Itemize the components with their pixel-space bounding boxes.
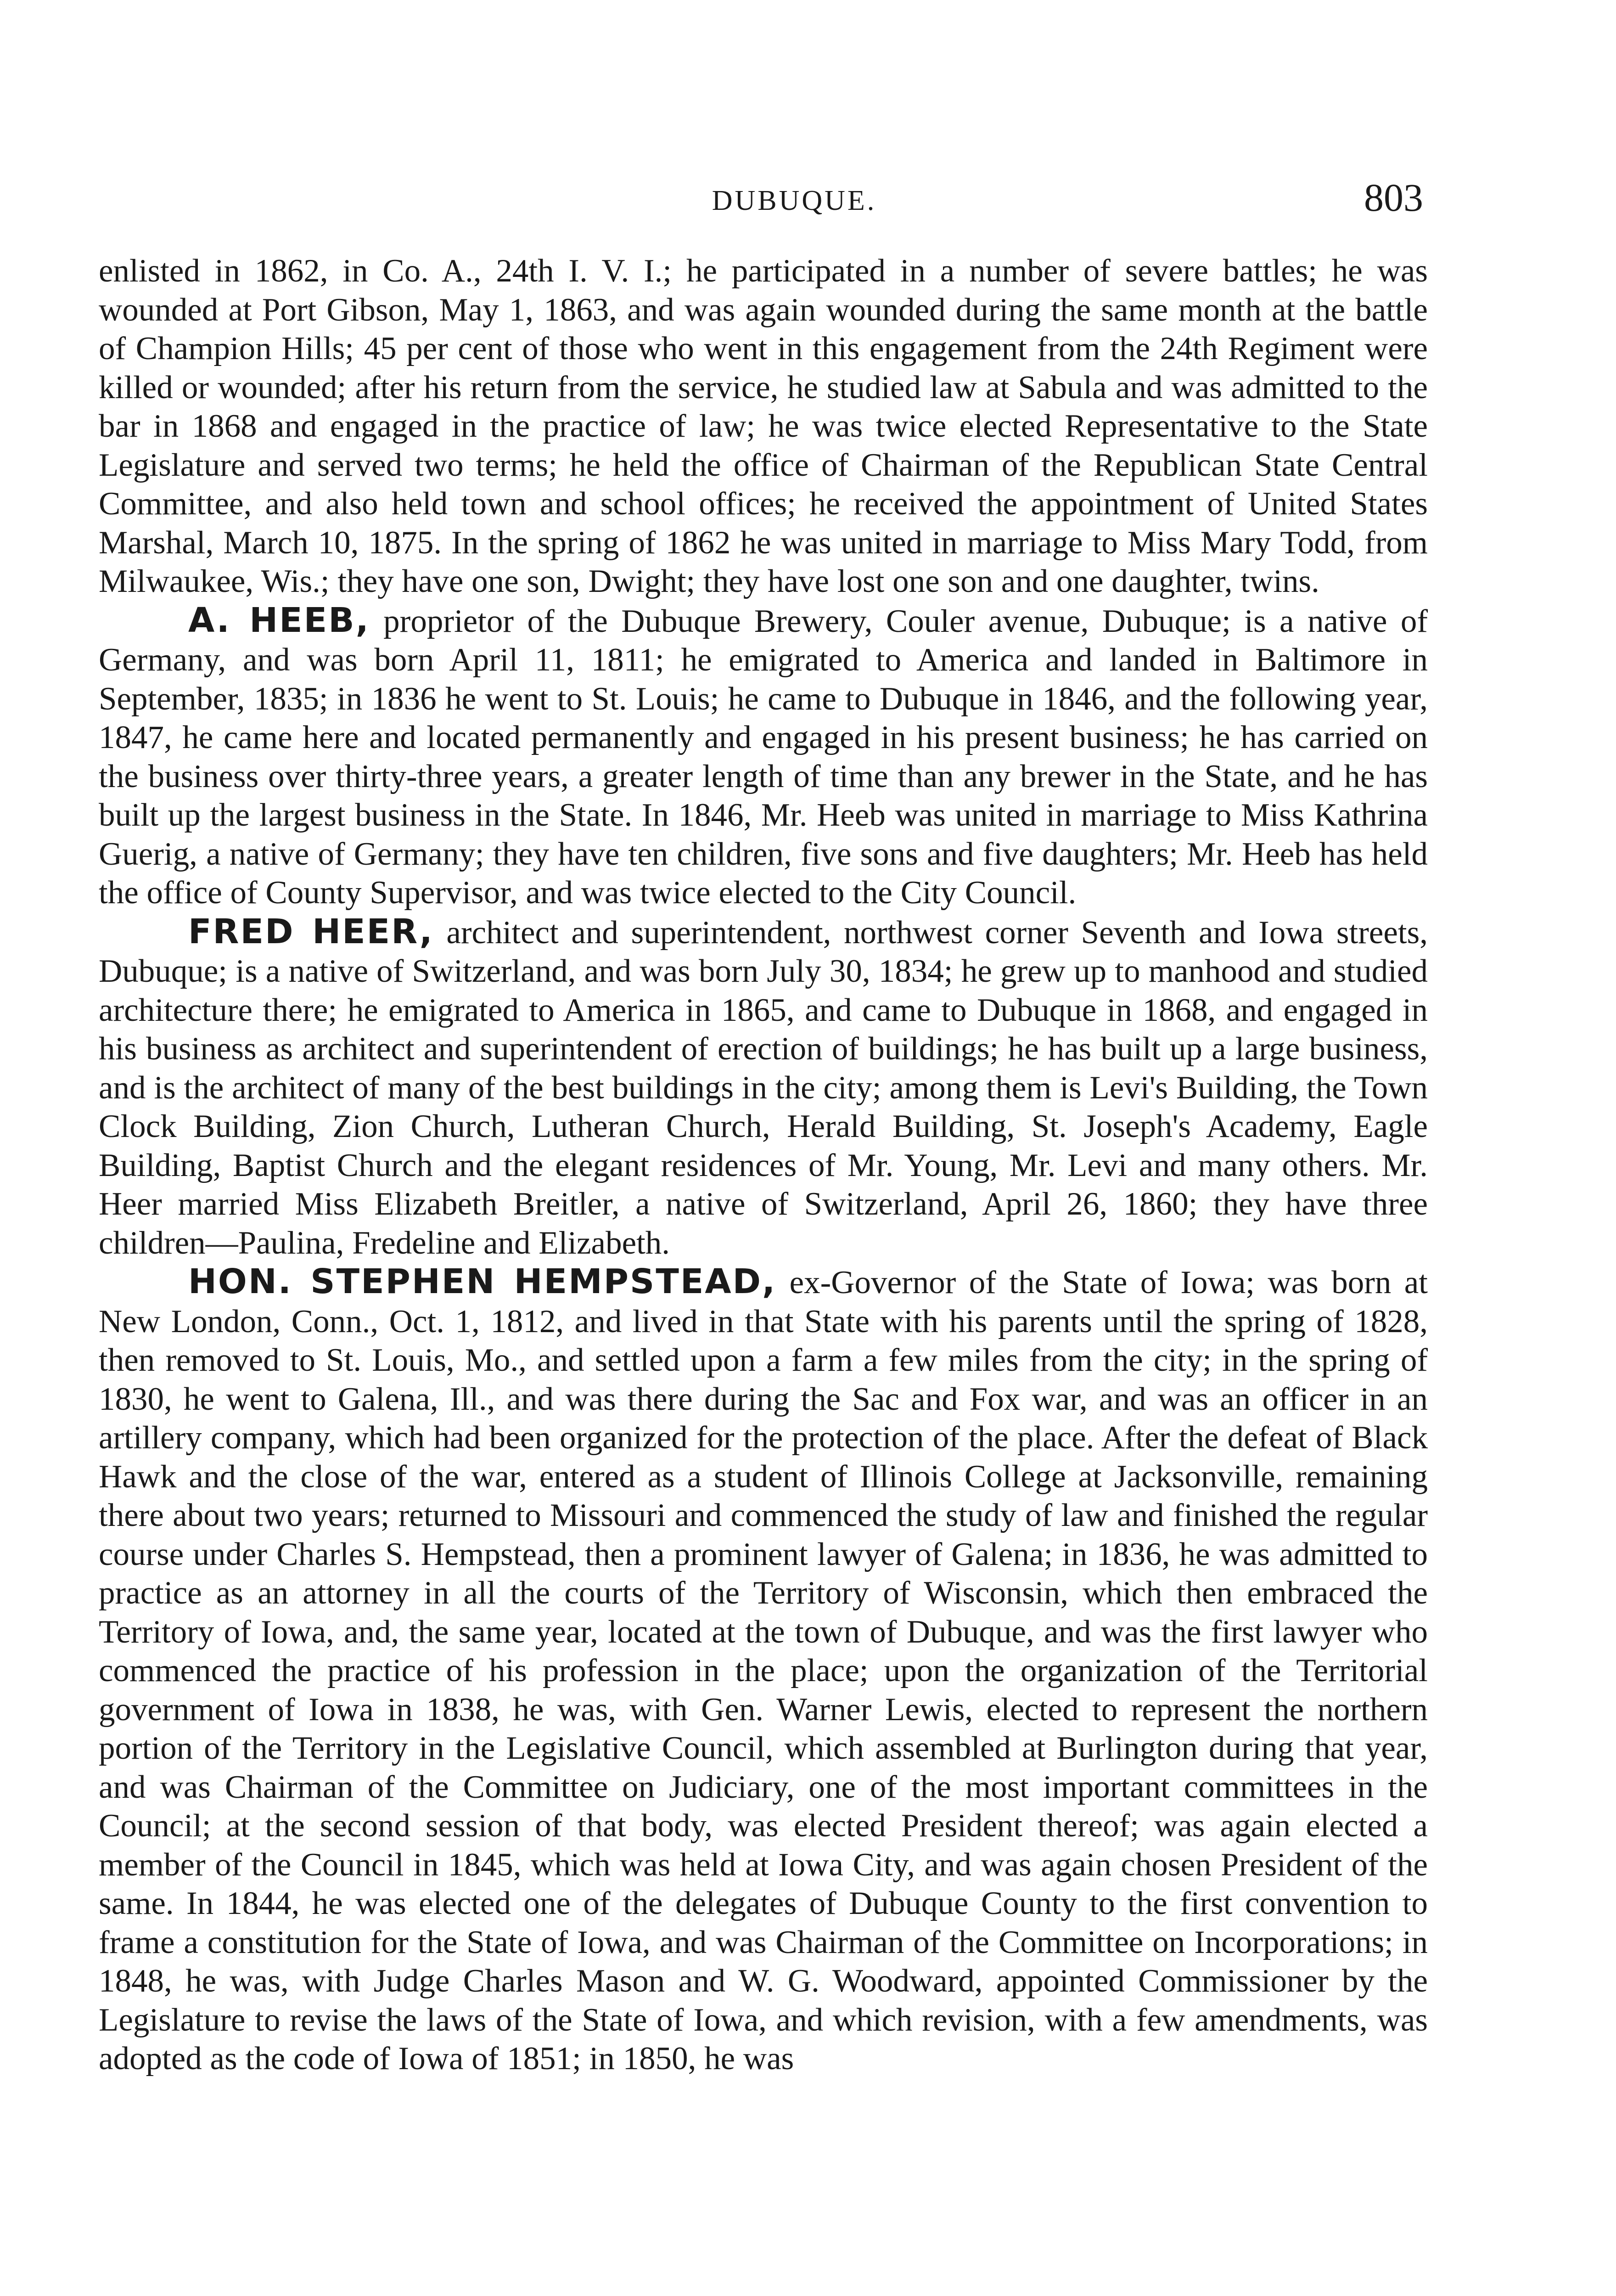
- paragraph-text: architect and superintendent, northwest corner Seventh and Iowa streets, Dubuque; is a native of Switzerland, and was born July 30, 1834; he grew up to manhood and studied architecture there; he emigrated to America in 1865, and came to Dubuque in 1868, and engaged in his business as architect and superintendent of erection of buildings; he has built up a large business, and is the architect of many of the best buildings in the city; among them is Levi's Building, the Town Clock Building, Zion Church, Lutheran Church, Herald Building, St. Joseph's Academy, Eagle Building, Baptist Church and the elegant residences of Mr. Young, Mr. Levi and many others. Mr. Heer married Miss Elizabeth Breitler, a native of Switzerland, April 26, 1860; they have three children—Paulina, Fredeline and Elizabeth.: [99, 914, 1428, 1261]
- biography-name: HON. STEPHEN HEMPSTEAD,: [188, 1262, 777, 1301]
- paragraph-text: proprietor of the Dubuque Brewery, Couler avenue, Dubuque; is a native of Germany, and was born April 11, 1811; he emigrated to America and landed in Baltimore in September, 1835; in 1836 he went to St. Louis; he came to Dubuque in 1846, and the following year, 1847, he came here and located permanently and engaged in his present business; he has carried on the business over thirty-three years, a greater length of time than any brewer in the State, and he has built up the largest business in the State. In 1846, Mr. Heeb was united in marriage to Miss Kathrina Guerig, a native of Germany; they have ten children, five sons and five daughters; Mr. Heeb has held the office of County Supervisor, and was twice elected to the City Council.: [99, 603, 1428, 911]
- paragraph-biography-heeb: [99, 601, 1428, 912]
- paragraph-biography-hempstead: [99, 1262, 1428, 2078]
- paragraph-text: ex-Governor of the State of Iowa; was born at New London, Conn., Oct. 1, 1812, and lived in that State with his parents until the spring of 1828, then removed to St. Louis, Mo., and settled upon a farm a few miles from the city; in the spring of 1830, he went to Galena, Ill., and was there during the Sac and Fox war, and was an officer in an artillery company, which had been organized for the protection of the place. After the defeat of Black Hawk and the close of the war, entered as a student of Illinois College at Jacksonville, remaining there about two years; returned to Missouri and commenced the study of law and finished the regular course under Charles S. Hempstead, then a prominent lawyer of Galena; in 1836, he was admitted to practice as an attorney in all the courts of the Territory of Wisconsin, which then embraced the Territory of Iowa, and, the same year, located at the town of Dubuque, and was the first lawyer who commenced the practice of his profession in the place; upon the organization of the Territorial government of Iowa in 1838, he was, with Gen. Warner Lewis, elected to represent the northern portion of the Territory in the Legislative Council, which assembled at Burlington during that year, and was Chairman of the Committee on Judiciary, one of the most important committees in the Council; at the second session of that body, was elected President thereof; was again elected a member of the Council in 1845, which was held at Iowa City, and was again chosen President of the same. In 1844, he was elected one of the delegates of Dubuque County to the first convention to frame a constitution for the State of Iowa, and was Chairman of the Committee on Incorporations; in 1848, he was, with Judge Charles Mason and W. G. Woodward, appointed Commissioner by the Legislature to revise the laws of the State of Iowa, and which revision, with a few amendments, was adopted as the code of Iowa of 1851; in 1850, he was: [99, 1265, 1428, 2077]
- running-title: DUBUQUE.: [712, 185, 877, 216]
- biography-name: A. HEEB,: [188, 600, 370, 640]
- body-text: [99, 252, 1428, 2078]
- page-number: 803: [1364, 175, 1423, 219]
- paragraph-biography-heer: [99, 912, 1428, 1263]
- running-header: [0, 174, 1616, 220]
- biography-name: FRED HEER,: [188, 912, 434, 951]
- paragraph-text: enlisted in 1862, in Co. A., 24th I. V. I.; he participated in a number of severe battles; he was wounded at Port Gibson, May 1, 1863, and was again wounded during the same month at the battle of Champion Hills; 45 per cent of those who went in this engagement from the 24th Regiment were killed or wounded; after his return from the service, he studied law at Sabula and was admitted to the bar in 1868 and engaged in the practice of law; he was twice elected Representative to the State Legislature and served two terms; he held the office of Chairman of the Republican State Central Committee, and also held town and school offices; he received the appointment of United States Marshal, March 10, 1875. In the spring of 1862 he was united in marriage to Miss Mary Todd, from Milwaukee, Wis.; they have one son, Dwight; they have lost one son and one daughter, twins.: [99, 253, 1428, 599]
- paragraph-continued-biography: [99, 252, 1428, 601]
